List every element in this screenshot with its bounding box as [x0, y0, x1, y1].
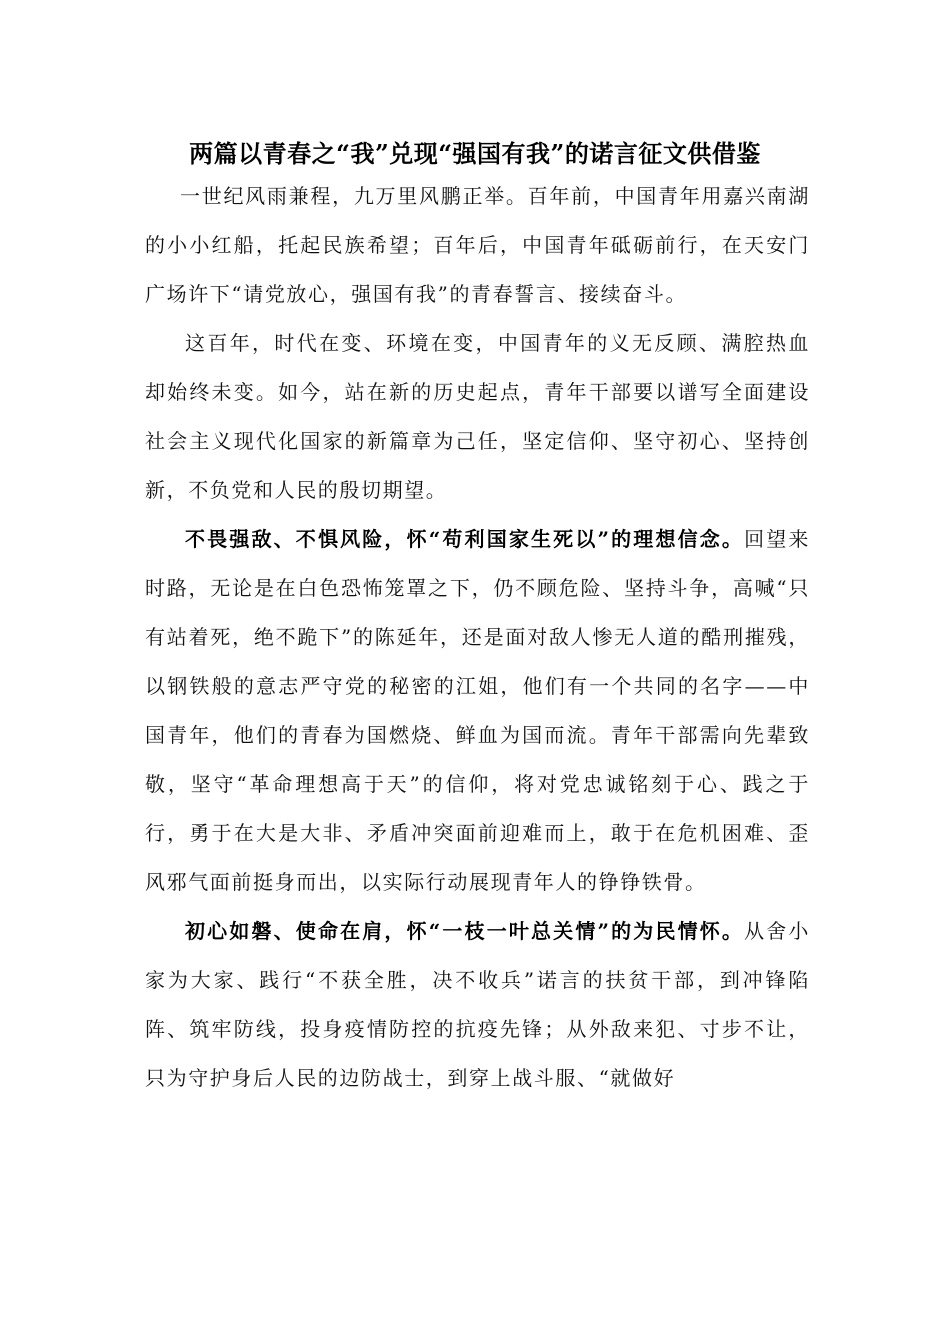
paragraph-lead-bold: 不畏强敌、不惧风险，怀“苟利国家生死以”的理想信念。 — [185, 527, 745, 551]
paragraph-3 — [145, 515, 810, 907]
paragraph-text: 这百年，时代在变、环境在变，中国青年的义无反顾、满腔热血却始终未变。如今，站在新的历史起点，青年干部要以谱写全面建设社会主义现代化国家的新篇章为己任，坚定信仰、坚守初心、坚持创新，不负党和人民的殷切期望。 — [145, 331, 810, 502]
paragraph-text: 回望来时路，无论是在白色恐怖笼罩之下，仍不顾危险、坚持斗争，高喊“只有站着死，绝不跪下”的陈延年，还是面对敌人惨无人道的酷刑摧残，以钢铁般的意志严守党的秘密的江姐，他们有一个共同的名字——中国青年，他们的青春为国燃烧、鲜血为国而流。青年干部需向先辈致敬，坚守“革命理想高于天”的信仰，将对党忠诚铭刻于心、践之于行，勇于在大是大非、矛盾冲突面前迎难而上，敢于在危机困难、歪风邪气面前挺身而出，以实际行动展现青年人的铮铮铁骨。 — [145, 527, 810, 894]
paragraph-1 — [145, 172, 810, 319]
document-title: 两篇以青春之“我”兑现“强国有我”的诺言征文供借鉴 — [189, 139, 761, 168]
paragraph-2 — [145, 319, 810, 515]
paragraph-text: 从舍小家为大家、践行“不获全胜，决不收兵”诺言的扶贫干部，到冲锋陷阵、筑牢防线，投身疫情防控的抗疫先锋；从外敌来犯、寸步不让，只为守护身后人民的边防战士，到穿上战斗服、“就做好 — [145, 919, 810, 1090]
paragraph-text: 一世纪风雨兼程，九万里风鹏正举。百年前，中国青年用嘉兴南湖的小小红船，托起民族希望；百年后，中国青年砥砺前行，在天安门广场许下“请党放心，强国有我”的青春誓言、接续奋斗。 — [145, 184, 810, 306]
document-body — [145, 172, 810, 1103]
paragraph-lead-bold: 初心如磐、使命在肩，怀“一枝一叶总关情”的为民情怀。 — [185, 919, 745, 943]
paragraph-4 — [145, 907, 810, 1103]
